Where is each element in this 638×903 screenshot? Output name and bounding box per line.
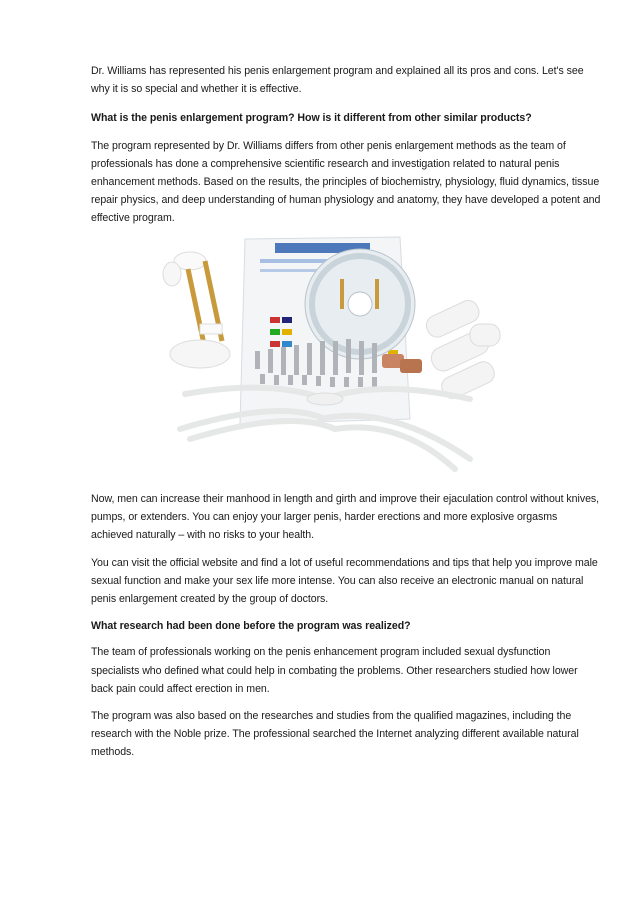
paragraph-website: You can visit the official website and find a lot of useful recommendations and tips that help you improve male sexual function and make your sex life more intense. You can also receive an electronic manual on natural penis enlargement created by the group of doctors. [91,556,598,606]
paragraph-program: The program represented by Dr. Williams differs from other penis enlargement methods as the team of professionals has done a comprehensive scientific research and investigation related to natural penis enhancement methods. Based on the results, the principles of biochemistry, physiology, fluid dynamics, tissue repair physics, and deep understanding of human physiology and anatomy, they have developed a potent and effective program. [91,139,601,225]
extender-device [163,252,230,368]
paragraph-team: The team of professionals working on the penis enhancement program included sexual dysfunction specialists who defined what could help in combating the problems. Other researchers studied how lower back pain could affect erection in men. [91,646,578,695]
intro-paragraph: Dr. Williams has represented his penis enlargement program and explained all its pros and cons. Let's see why it is so special and whether it is effective. [91,65,584,96]
foam-rollers [423,297,500,401]
question-heading-1: What is the penis enlargement program? How is it different from other similar products? [91,112,532,125]
paragraph-research: The program was also based on the researches and studies from the qualified magazines, including the research with the Noble prize. The professional searched the Internet analyzing different available natural methods. [91,710,579,759]
question-heading-2: What research had been done before the program was realized? [91,620,411,633]
product-image [150,229,510,479]
paragraph-benefits: Now, men can increase their manhood in length and girth and improve their ejaculation control without knives, pumps, or extenders. You can enjoy your larger penis, harder erections and more explosive orgasms achieved naturally – with no risks to your health. [91,493,600,542]
document-body-lower [91,490,601,771]
document-body [91,62,601,228]
